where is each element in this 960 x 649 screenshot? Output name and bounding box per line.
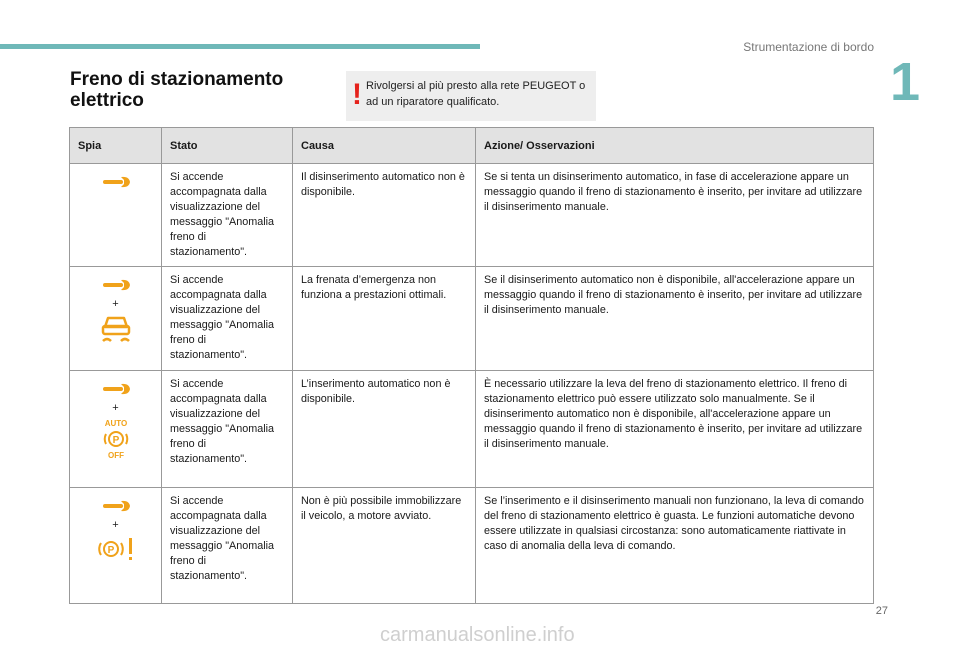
table-row — [70, 488, 874, 604]
stato-cell: Si accende accompagnata dalla visualizzazione del messaggio "Anomalia freno di stazionamento". — [162, 371, 293, 488]
svg-text:P: P — [107, 545, 114, 556]
table-row — [70, 267, 874, 371]
park-brake-fault-icon — [94, 535, 138, 563]
skid-car-icon — [99, 314, 133, 344]
plus-sign: + — [112, 298, 119, 310]
auto-label: AUTO — [104, 419, 127, 428]
wrench-icon — [99, 277, 133, 293]
causa-cell: La frenata d’emergenza non funziona a prestazioni ottimali. — [293, 267, 476, 371]
plus-sign: + — [112, 519, 119, 531]
stato-cell: Si accende accompagnata dalla visualizzazione del messaggio "Anomalia freno di stazionamento". — [162, 488, 293, 604]
wrench-icon — [99, 498, 133, 514]
causa-cell: L’inserimento automatico non è disponibile. — [293, 371, 476, 488]
spia-cell — [70, 371, 162, 488]
header-stato: Stato — [162, 128, 293, 164]
header-azione: Azione/ Osservazioni — [476, 128, 874, 164]
spia-cell — [70, 267, 162, 371]
page-title-line1: Freno di stazionamento — [70, 69, 284, 90]
warning-icon: ! — [352, 78, 362, 111]
warning-lights-table — [69, 127, 874, 604]
spia-cell — [70, 488, 162, 604]
wrench-icon — [99, 381, 133, 397]
azione-cell: È necessario utilizzare la leva del freno di stazionamento elettrico. Il freno di stazionamento elettrico può essere utilizzato solo manualmente. Se il disinserimento automatico non è disponibile, all'accelerazione appare un messaggio quando il freno di stazionamento è inserito, per invitare ad utilizzare il disinserimento manuale. — [476, 371, 874, 488]
section-title: Strumentazione di bordo — [743, 40, 874, 54]
table-header-row — [70, 128, 874, 164]
watermark: carmanualsonline.info — [380, 624, 575, 646]
table-row — [70, 164, 874, 267]
plus-sign: + — [112, 402, 119, 414]
azione-cell: Se l’inserimento e il disinserimento manuali non funzionano, la leva di comando del freno di stazionamento elettrico è guasta. Le funzioni automatiche devono essere utilizzate in qualsiasi circostanza: sono automaticamente riattivate in caso di anomalia della leva di comando. — [476, 488, 874, 604]
auto-park-off-icon — [99, 418, 133, 460]
header-bar — [0, 44, 480, 49]
spia-cell — [70, 164, 162, 267]
svg-text:P: P — [112, 435, 119, 446]
header-causa: Causa — [293, 128, 476, 164]
page-number: 27 — [875, 605, 888, 617]
stato-cell: Si accende accompagnata dalla visualizzazione del messaggio "Anomalia freno di stazionamento". — [162, 267, 293, 371]
table-row — [70, 371, 874, 488]
azione-cell: Se il disinserimento automatico non è disponibile, all'accelerazione appare un messaggio quando il freno di stazionamento è inserito, per invitare ad utilizzare il disinserimento manuale. — [476, 267, 874, 371]
page-title-line2: elettrico — [70, 90, 144, 111]
off-label: OFF — [107, 451, 124, 460]
page-title — [70, 69, 283, 111]
chapter-number: 1 — [889, 52, 920, 112]
header-spia: Spia — [70, 128, 162, 164]
causa-cell: Non è più possibile immobilizzare il veicolo, a motore avviato. — [293, 488, 476, 604]
azione-cell: Se si tenta un disinserimento automatico, in fase di accelerazione appare un messaggio quando il freno di stazionamento è inserito, per invitare ad utilizzare il disinserimento manuale. — [476, 164, 874, 267]
wrench-icon — [99, 174, 133, 190]
warning-text: Rivolgersi al più presto alla rete PEUGEOT o ad un riparatore qualificato. — [366, 80, 586, 108]
causa-cell: Il disinserimento automatico non è disponibile. — [293, 164, 476, 267]
stato-cell: Si accende accompagnata dalla visualizzazione del messaggio "Anomalia freno di stazionamento". — [162, 164, 293, 267]
